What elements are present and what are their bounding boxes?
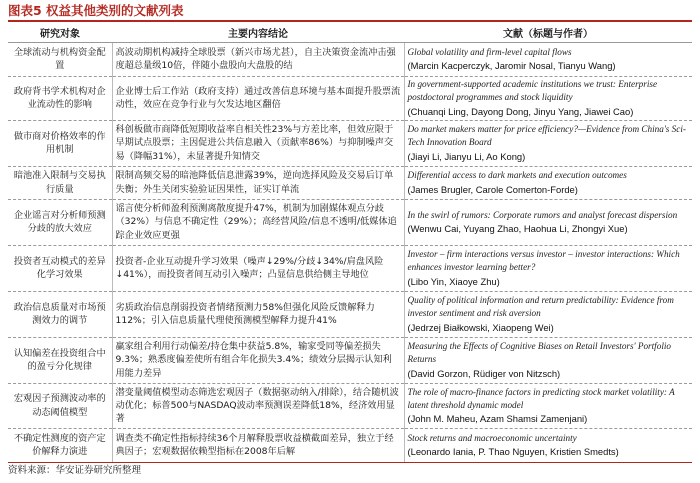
paper-cell [404,120,692,166]
paper-authors: (Leonardo Iania, P. Thao Nguyen, Kristien Smedts) [407,446,619,457]
figure-title: 图表5 权益其他类别的文献列表 [8,3,184,18]
research-subject: 政府背书学术机构对企业流动性的影响 [8,76,112,120]
main-conclusion: 谣言使分析师盈利预测离散度提升47%，机制为加剧媒体观点分歧（32%）与信息不确定性（29%）；高经营风险/信息不透明/低媒体追踪企业效应更强 [112,199,404,245]
research-subject: 投资者互动模式的差异化学习效果 [8,245,112,291]
paper-cell [404,291,692,337]
paper-authors: (Wenwu Cai, Yuyang Zhao, Haohua Li, Zhongyi Xue) [407,223,628,234]
table-row [8,291,692,337]
research-subject: 做市商对价格效率的作用机制 [8,120,112,166]
paper-cell [404,166,692,199]
paper-title: Differential access to dark markets and execution outcomes [407,170,627,181]
main-conclusion: 科创板做市商降低短期收益率自相关性23%与方差比率，但效应限于早期试点股票；主因促进公共信息融入（贡献率86%）与抑制噪声交易（降幅31%），未显著提升知情交 [112,120,404,166]
paper-title: The role of macro-finance factors in predicting stock market volatility: A latent threshold dynamic model [407,386,675,410]
research-subject: 全球流动与机构资金配置 [8,42,112,76]
main-conclusion: 调查类不确定性指标持续36个月解释股票收益横截面差异，独立于经典因子；宏观数据依赖型指标在2008年后解 [112,428,404,462]
paper-title: In government-supported academic institutions we trust: Enterprise postdoctoral programmes and stock liquidity [407,79,658,103]
research-subject: 暗池准入限制与交易执行质量 [8,166,112,199]
research-subject: 宏观因子预测波动率的动态阈值模型 [8,383,112,428]
main-conclusion: 投资者-企业互动提升学习效果（噪声↓29%/分歧↓34%/肩盘风险↓41%），而投资者间互动引入噪声；凸显信息供给侧主导地位 [112,245,404,291]
main-conclusion: 高波动期机构减持全球股票（新兴市场尤甚），自主决策资金流冲击强度超总量级10倍，伴随小盘股向大盘股的结 [112,42,404,76]
table-row [8,76,692,120]
main-conclusion: 限制高频交易的暗池降低信息泄露39%，逆向选择风险及交易后订单失衡；外生关闭实验验证因果性，证实订单流 [112,166,404,199]
table-row [8,245,692,291]
paper-title: Do market makers matter for price efficiency?—Evidence from China's Sci-Tech Innovation Board [407,124,686,148]
paper-cell [404,337,692,383]
paper-authors: (John M. Maheu, Azam Shamsi Zamenjani) [407,413,588,425]
main-conclusion: 企业博士后工作站（政府支持）通过改善信息环境与基本面提升股票流动性，效应在竞争行业与欠发达地区翻倍 [112,76,404,120]
paper-cell [404,383,692,428]
table-row [8,120,692,166]
header-subject: 研究对象 [8,23,112,42]
table-row [8,337,692,383]
paper-authors: (Jiayi Li, Jianyu Li, Ao Kong) [407,150,526,162]
paper-authors: (Jedrzej Białkowski, Xiaopeng Wei) [407,321,554,333]
table-row [8,166,692,199]
header-paper: 文献（标题与作者） [404,23,692,42]
paper-authors: (David Gorzon, Rüdiger von Nitzsch) [407,367,561,379]
table-row [8,383,692,428]
header-conclusion: 主要内容结论 [112,23,404,42]
research-subject: 不确定性测度的资产定价解释力演进 [8,428,112,462]
paper-title: In the swirl of rumors: Corporate rumors and analyst forecast dispersion [407,209,678,220]
paper-cell [404,76,692,120]
paper-authors: (James Brugler, Carole Comerton-Forde) [407,183,578,195]
paper-title: Measuring the Effects of Cognitive Biases on Retail Investors' Portfolio Returns [407,341,672,365]
paper-cell [404,428,692,462]
main-conclusion: 赢家组合利用行动偏差/持仓集中获益5.8%，输家受同等偏差损失9.3%；熟悉度偏差使所有组合年化损失3.4%；绩效分层揭示认知利用能力差异 [112,337,404,383]
research-subject: 政治信息质量对市场预测效力的调节 [8,291,112,337]
source-note: 资料来源：华安证券研究所整理 [8,465,142,476]
paper-authors: (Chuanqi Ling, Dayong Dong, Jinyu Yang, Jiawei Cao) [407,105,634,117]
paper-cell [404,199,692,245]
title-rule [8,20,692,22]
paper-authors: (Libo Yin, Xiaoye Zhu) [407,275,500,287]
paper-authors: (Marcin Kacperczyk, Jaromir Nosal, Tianyu Wang) [407,60,616,71]
paper-title: Global volatility and firm-level capital flows [407,46,572,57]
paper-title: Investor – firm interactions versus investor – investor interactions: Which enhances investor learning better? [407,249,680,273]
table-row [8,42,692,76]
literature-table [8,23,692,463]
paper-title: Stock returns and macroeconomic uncertainty [407,432,577,443]
paper-cell [404,245,692,291]
paper-title: Quality of political information and return predictability: Evidence from investor sentiment and risk aversion [407,295,674,319]
table-row [8,428,692,462]
paper-cell [404,42,692,76]
table-header-row [8,23,692,42]
main-conclusion: 劣质政治信息削弱投资者情绪预测力58%但强化风险反馈解释力112%；引入信息质量代理使预测模型解释力提升41% [112,291,404,337]
table-row [8,199,692,245]
main-conclusion: 潜变量阈值模型动态筛选宏观因子（数据驱动纳入/排除），结合随机波动优化；标普500与NASDAQ波动率预测误差降低18%，经济效用显著 [112,383,404,428]
research-subject: 企业谣言对分析师预测分歧的放大效应 [8,199,112,245]
research-subject: 认知偏差在投资组合中的盈亏分化规律 [8,337,112,383]
